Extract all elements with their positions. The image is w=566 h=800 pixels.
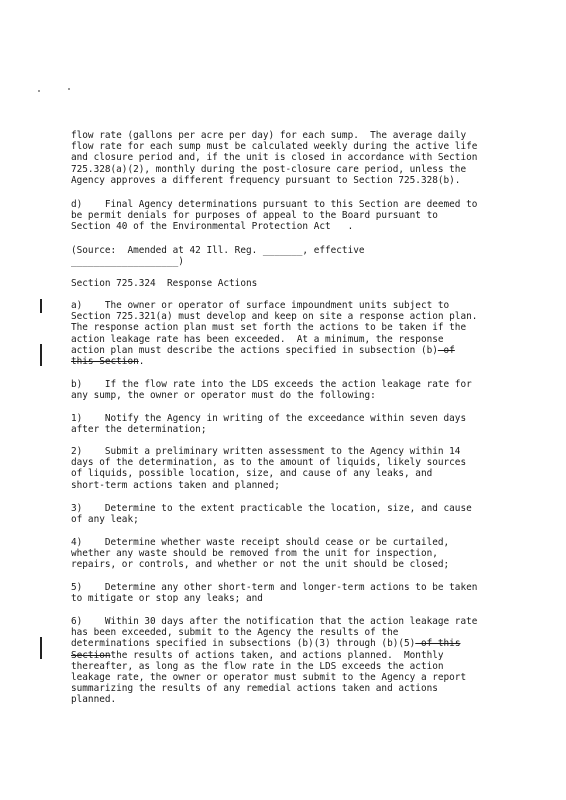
item-5: 5) Determine any other short-term and longer-term actions to be taken to mitigate or stop any leaks; and [71, 582, 478, 605]
item-6-continuation: the results of actions taken, and actions planned. Monthly thereafter, as long as the flow rate in the LDS exceeds the action leakage rate, the owner or operator must submit to the Agency a report summarizing the results of any remedial actions taken and actions planned. [71, 649, 467, 706]
scan-speck [38, 90, 40, 92]
revision-bar [40, 637, 42, 659]
revision-bar [40, 299, 42, 313]
item-6-struck-1: of this [415, 638, 461, 650]
scan-speck [68, 88, 70, 90]
source-note: (Source: Amended at 42 Ill. Reg. _______, effective ___________________) [71, 245, 365, 268]
paragraph-a-struck: of this Section [71, 344, 455, 368]
revision-bar [40, 344, 42, 366]
paragraph-flow-rate: flow rate (gallons per acre per day) for each sump. The average daily flow rate for each sump must be calculated weekly during the active life and closure period and, if the unit is closed in accordance with Section 725.328(a)(2), monthly during the post-closure care period, unless the Agency approves a different frequency pursuant to Section 725.328(b). [71, 130, 478, 186]
item-6-text: 6) Within 30 days after the notification that the action leakage rate has been exceeded, submit to the Agency the results of the determinations specified in subsections (b)(3) through (b)(5) [71, 616, 478, 650]
item-2: 2) Submit a preliminary written assessment to the Agency within 14 days of the determination, as to the amount of liquids, likely sources of liquids, possible location, size, and cause of any leaks, and short-term actions taken and planned; [71, 446, 467, 491]
paragraph-b: b) If the flow rate into the LDS exceeds the action leakage rate for any sump, the owner or operator must do the following: [71, 379, 472, 402]
paragraph-d-tail: . [330, 221, 354, 233]
item-1: 1) Notify the Agency in writing of the exceedance within seven days after the determination; [71, 413, 467, 436]
paragraph-a [71, 300, 511, 367]
paragraph-d [71, 199, 511, 233]
item-3: 3) Determine to the extent practicable the location, size, and cause of any leak; [71, 503, 472, 526]
item-6 [71, 616, 511, 706]
item-4: 4) Determine whether waste receipt should cease or be curtailed, whether any waste should be removed from the unit for inspection, repairs, or controls, and whether or not the unit should be closed; [71, 537, 450, 571]
item-6-struck-2: Section [71, 649, 111, 661]
section-heading: Section 725.324 Response Actions [71, 278, 258, 289]
paragraph-d-text: d) Final Agency determinations pursuant to this Section are deemed to be permit denials for purposes of appeal to the Board pursuant to Section 40 of the Environmental Protection Act [71, 199, 478, 233]
paragraph-a-end: . [138, 356, 145, 368]
paragraph-a-text: a) The owner or operator of surface impoundment units subject to Section 725.321(a) must develop and keep on site a response action plan. The response action plan must set forth the actions to be taken if the action leakage rate has been exceeded. At a minimum, the response action plan must describe the actions specified in subsection (b) [71, 300, 478, 356]
